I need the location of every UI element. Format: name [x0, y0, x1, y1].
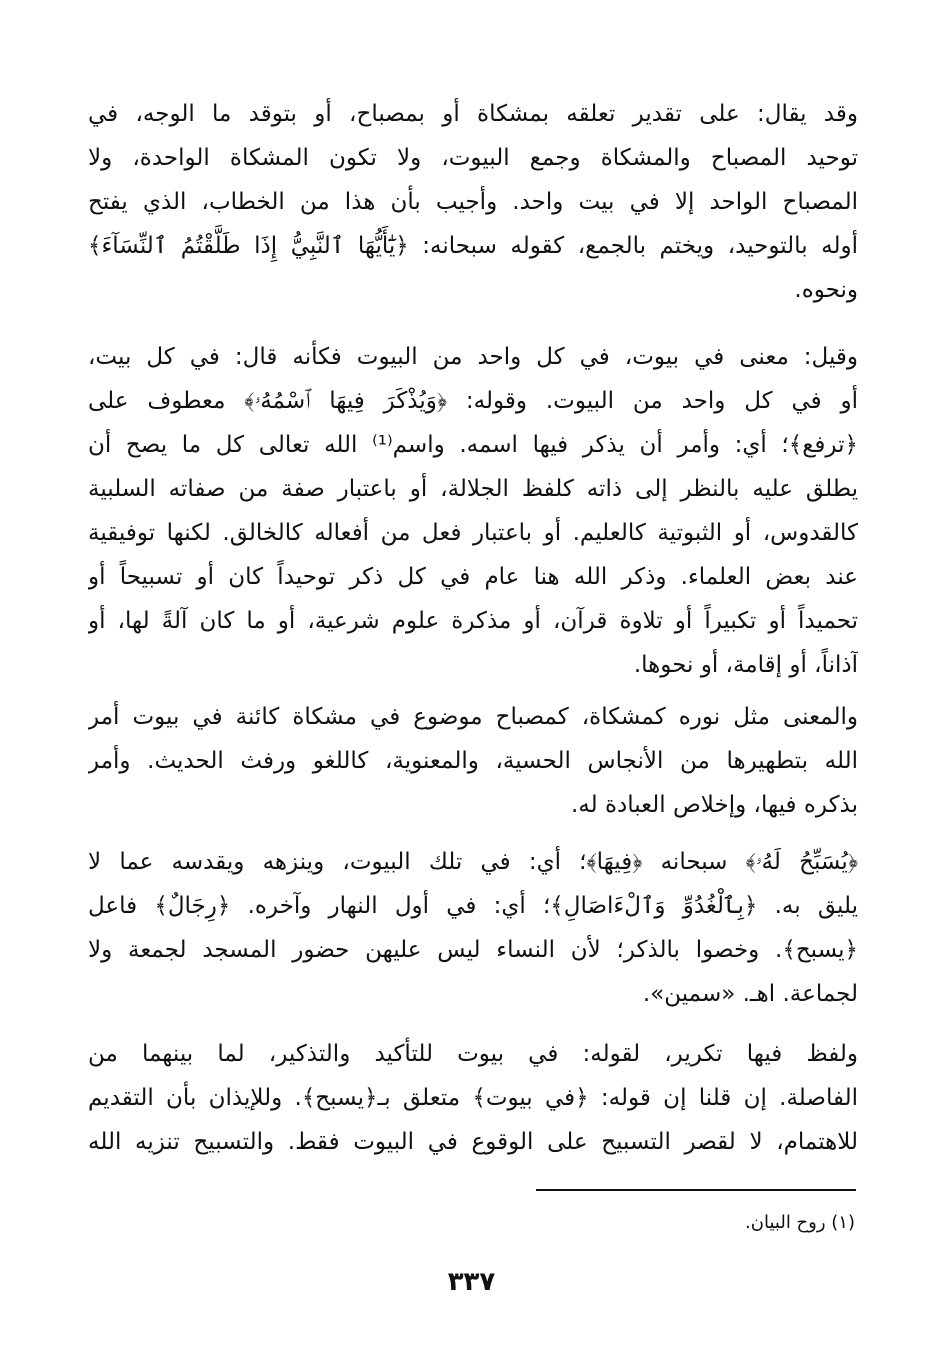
text-line: ولفظ فيها تكرير، لقوله: في بيوت للتأكيد والتذكير، لما بينهما من — [88, 1041, 858, 1067]
page-number: ٣٣٧ — [447, 1267, 496, 1297]
text-line: آذاناً، أو إقامة، أو نحوها. — [633, 652, 858, 678]
text-line: ﴿ترفع﴾؛ أي: وأمر أن يذكر فيها اسمه. واسم⁽¹⁾ الله تعالى كل ما يصح أن — [88, 432, 858, 458]
footnote: (١) روح البيان. — [745, 1212, 855, 1233]
text-line: الفاصلة. إن قلنا إن قوله: ﴿في بيوت﴾ متعلق بـ﴿يسبح﴾. وللإيذان بأن التقديم — [88, 1085, 858, 1111]
text-line: وقد يقال: على تقدير تعلقه بمشكاة أو بمصباح، أو بتوقد ما الوجه، في — [88, 101, 858, 127]
text-line: ونحوه. — [794, 277, 858, 303]
text-line: تحميداً أو تكبيراً أو تلاوة قرآن، أو مذكرة علوم شرعية، أو ما كان آلةً لها، أو — [88, 608, 858, 634]
text-line: أوله بالتوحيد، ويختم بالجمع، كقوله سبحانه: ﴿يَٰٓأَيُّهَا ٱلنَّبِيُّ إِذَا طَلَّقْتُمُ ٱلنِّسَآءَ﴾ — [88, 233, 858, 259]
text-line: لجماعة. اهـ. «سمين». — [642, 981, 858, 1007]
text-line: ﴿يسبح﴾. وخصوا بالذكر؛ لأن النساء ليس عليهن حضور المسجد لجمعة ولا — [88, 937, 858, 963]
text-line: يليق به. ﴿بِٱلْغُدُوِّ وَٱلْءَاصَالِ﴾؛ أي: في أول النهار وآخره. ﴿رِجَالٌ﴾ فاعل — [88, 893, 858, 919]
paragraph — [88, 840, 858, 1016]
text-line: المصباح الواحد إلا في بيت واحد. وأجيب بأن هذا من الخطاب، الذي يفتح — [88, 189, 858, 215]
text-line: الله بتطهيرها من الأنجاس الحسية، والمعنوية، كاللغو ورفث الحديث. وأمر — [88, 748, 858, 774]
text-line: عند بعض العلماء. وذكر الله هنا عام في كل ذكر توحيداً كان أو تسبيحاً أو — [88, 564, 858, 590]
text-line: للاهتمام، لا لقصر التسبيح على الوقوع في البيوت فقط. والتسبيح تنزيه الله — [88, 1129, 858, 1155]
text-line: بذكره فيها، وإخلاص العبادة له. — [570, 792, 858, 818]
paragraph — [88, 335, 858, 687]
text-line: كالقدوس، أو الثبوتية كالعليم. أو باعتبار فعل من أفعاله كالخالق. لكنها توفيقية — [88, 520, 858, 546]
footnote-divider — [536, 1189, 856, 1191]
text-line: وقيل: معنى في بيوت، في كل واحد من البيوت فكأنه قال: في كل بيت، — [88, 344, 858, 370]
paragraph — [88, 1032, 858, 1164]
text-line: والمعنى مثل نوره كمشكاة، كمصباح موضوع في مشكاة كائنة في بيوت أمر — [88, 704, 858, 730]
text-line: ﴿يُسَبِّحُ لَهُۥ﴾ سبحانه ﴿فِيهَا﴾؛ أي: في تلك البيوت، وينزهه ويقدسه عما لا — [88, 849, 858, 875]
paragraph — [88, 92, 858, 312]
text-line: أو في كل واحد من البيوت. وقوله: ﴿وَيُذْكَرَ فِيهَا ٱسْمُهُۥ﴾ معطوف على — [88, 388, 858, 414]
text-line: يطلق عليه بالنظر إلى ذاته كلفظ الجلالة، أو باعتبار صفة من صفاته السلبية — [88, 476, 858, 502]
text-line: توحيد المصباح والمشكاة وجمع البيوت، ولا تكون المشكاة الواحدة، ولا — [88, 145, 858, 171]
paragraph — [88, 695, 858, 827]
